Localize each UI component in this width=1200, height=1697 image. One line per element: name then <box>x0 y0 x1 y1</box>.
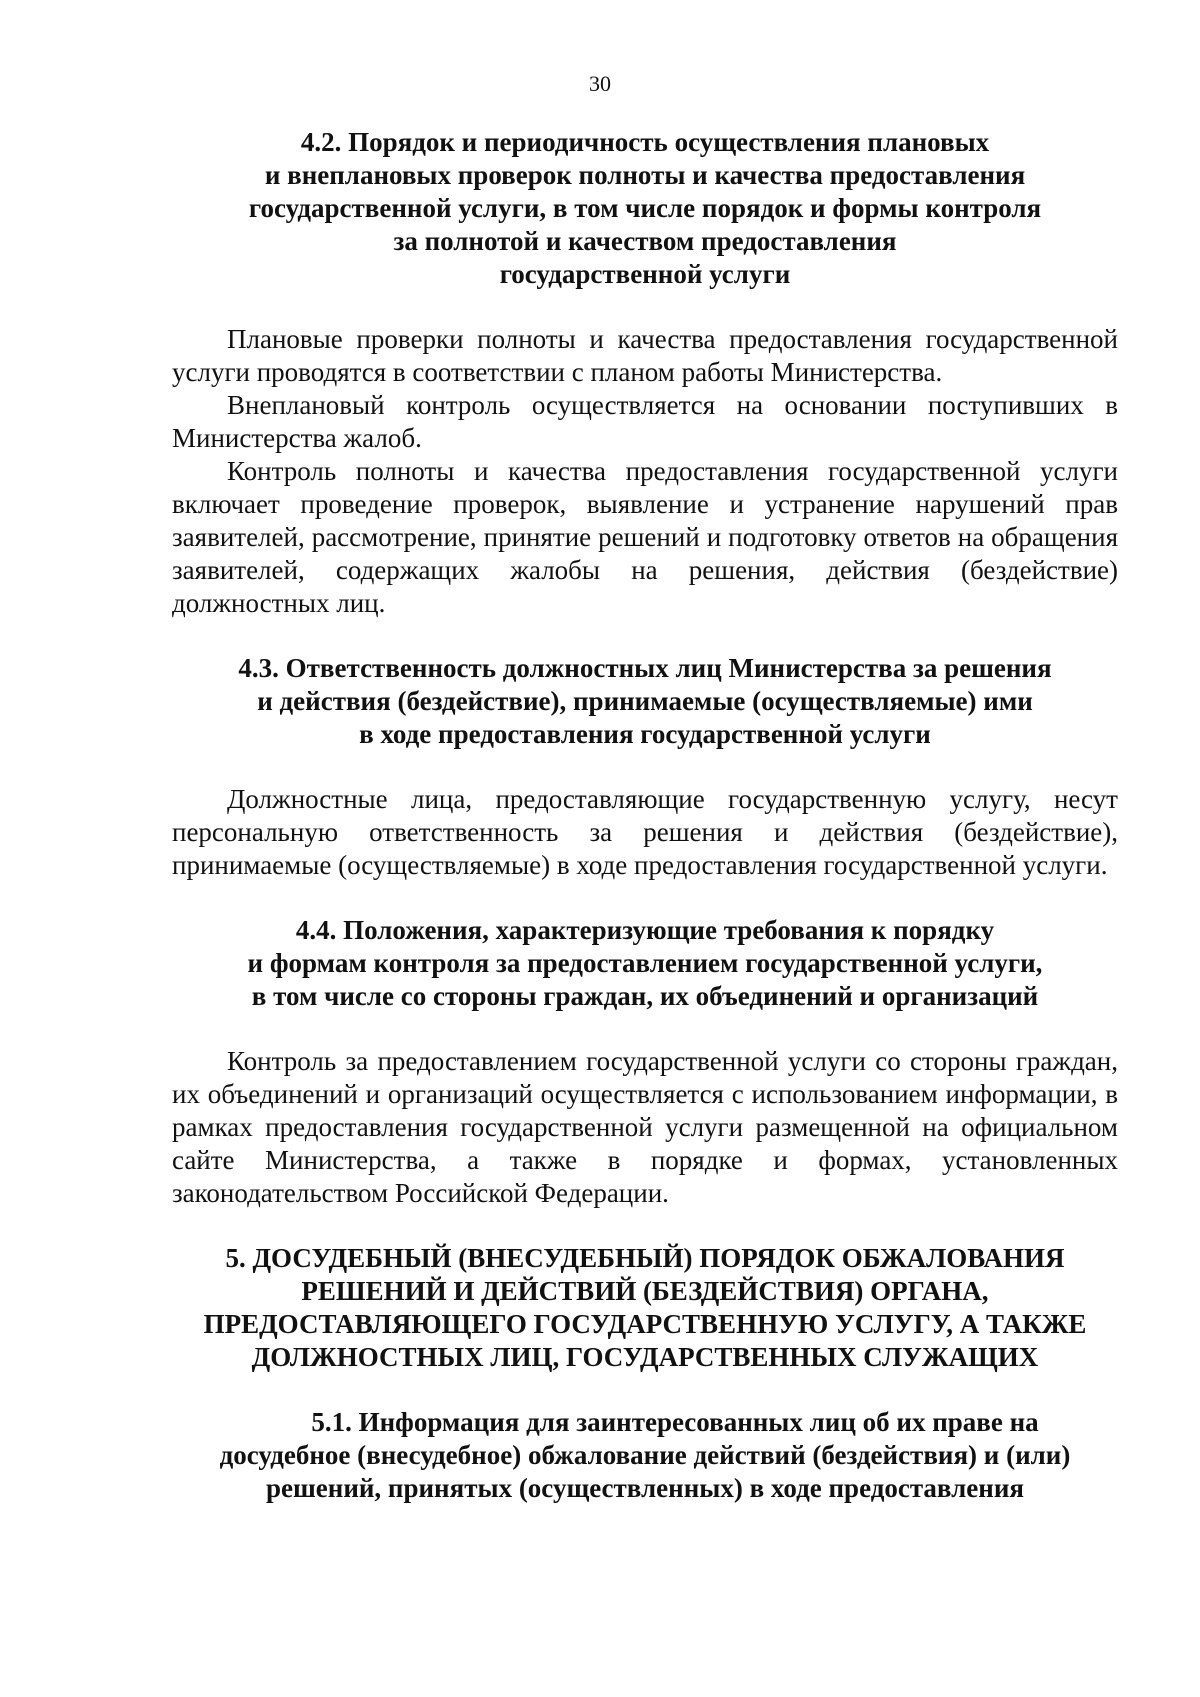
page-number: 30 <box>589 71 611 96</box>
heading-line: решений, принятых (осуществленных) в ходе предоставления <box>265 1473 1025 1503</box>
heading-line: ДОЛЖНОСТНЫХ ЛИЦ, ГОСУДАРСТВЕННЫХ СЛУЖАЩИХ <box>251 1342 1039 1372</box>
heading-line: досудебное (внесудебное) обжалование действий (бездействия) и (или) <box>219 1440 1071 1470</box>
heading-line: и внеплановых проверок полноты и качества предоставления <box>264 160 1026 190</box>
heading-line: 5. ДОСУДЕБНЫЙ (ВНЕСУДЕБНЫЙ) ПОРЯДОК ОБЖАЛОВАНИЯ <box>225 1243 1065 1273</box>
paragraph: Контроль полноты и качества предоставления государственной услуги включает проведение проверок, выявление и устранение нарушений прав заявителей, рассмотрение, принятие решений и подготовку ответов на обращения заявителей, содержащих жалобы на решения, действия (бездействие) должностных лиц. <box>172 456 1118 618</box>
heading-line: и действия (бездействие), принимаемые (осуществляемые) ими <box>257 686 1033 716</box>
heading-line: государственной услуги, в том числе порядок и формы контроля <box>248 193 1042 223</box>
section-4-4-heading <box>172 914 1118 1013</box>
heading-line: 5.1. Информация для заинтересованных лиц об их праве на <box>311 1407 1039 1437</box>
heading-line: 4.4. Положения, характеризующие требования к порядку <box>295 915 995 945</box>
section-4-2-heading <box>172 126 1118 291</box>
heading-line: в том числе со стороны граждан, их объединений и организаций <box>251 981 1039 1011</box>
heading-line: в ходе предоставления государственной услуги <box>359 719 931 749</box>
heading-line: 4.2. Порядок и периодичность осуществления плановых <box>300 127 990 157</box>
paragraph: Внеплановый контроль осуществляется на основании поступивших в Министерства жалоб. <box>172 390 1118 453</box>
heading-line: РЕШЕНИЙ И ДЕЙСТВИЙ (БЕЗДЕЙСТВИЯ) ОРГАНА, <box>301 1276 989 1306</box>
paragraph: Плановые проверки полноты и качества предоставления государственной услуги проводятся в соответствии с планом работы Министерства. <box>172 324 1118 387</box>
section-5-1-heading <box>172 1406 1118 1505</box>
paragraph: Должностные лица, предоставляющие государственную услугу, несут персональную ответственность за решения и действия (бездействие), принимаемые (осуществляемые) в ходе предоставления государственной услуги. <box>172 784 1118 880</box>
section-5-heading <box>172 1242 1118 1374</box>
heading-line: и формам контроля за предоставлением государственной услуги, <box>247 948 1043 978</box>
heading-line: за полнотой и качеством предоставления <box>393 226 897 256</box>
heading-line: ПРЕДОСТАВЛЯЮЩЕГО ГОСУДАРСТВЕННУЮ УСЛУГУ, А ТАКЖЕ <box>203 1309 1087 1339</box>
heading-line: 4.3. Ответственность должностных лиц Министерства за решения <box>238 653 1052 683</box>
document-body <box>172 126 1118 1505</box>
section-4-3-heading <box>172 652 1118 751</box>
paragraph: Контроль за предоставлением государственной услуги со стороны граждан, их объединений и организаций осуществляется с использованием информации, в рамках предоставления государственной услуги размещенной на официальном сайте Министерства, а также в порядке и формах, установленных законодательством Российской Федерации. <box>172 1046 1118 1208</box>
heading-line: государственной услуги <box>499 259 791 289</box>
